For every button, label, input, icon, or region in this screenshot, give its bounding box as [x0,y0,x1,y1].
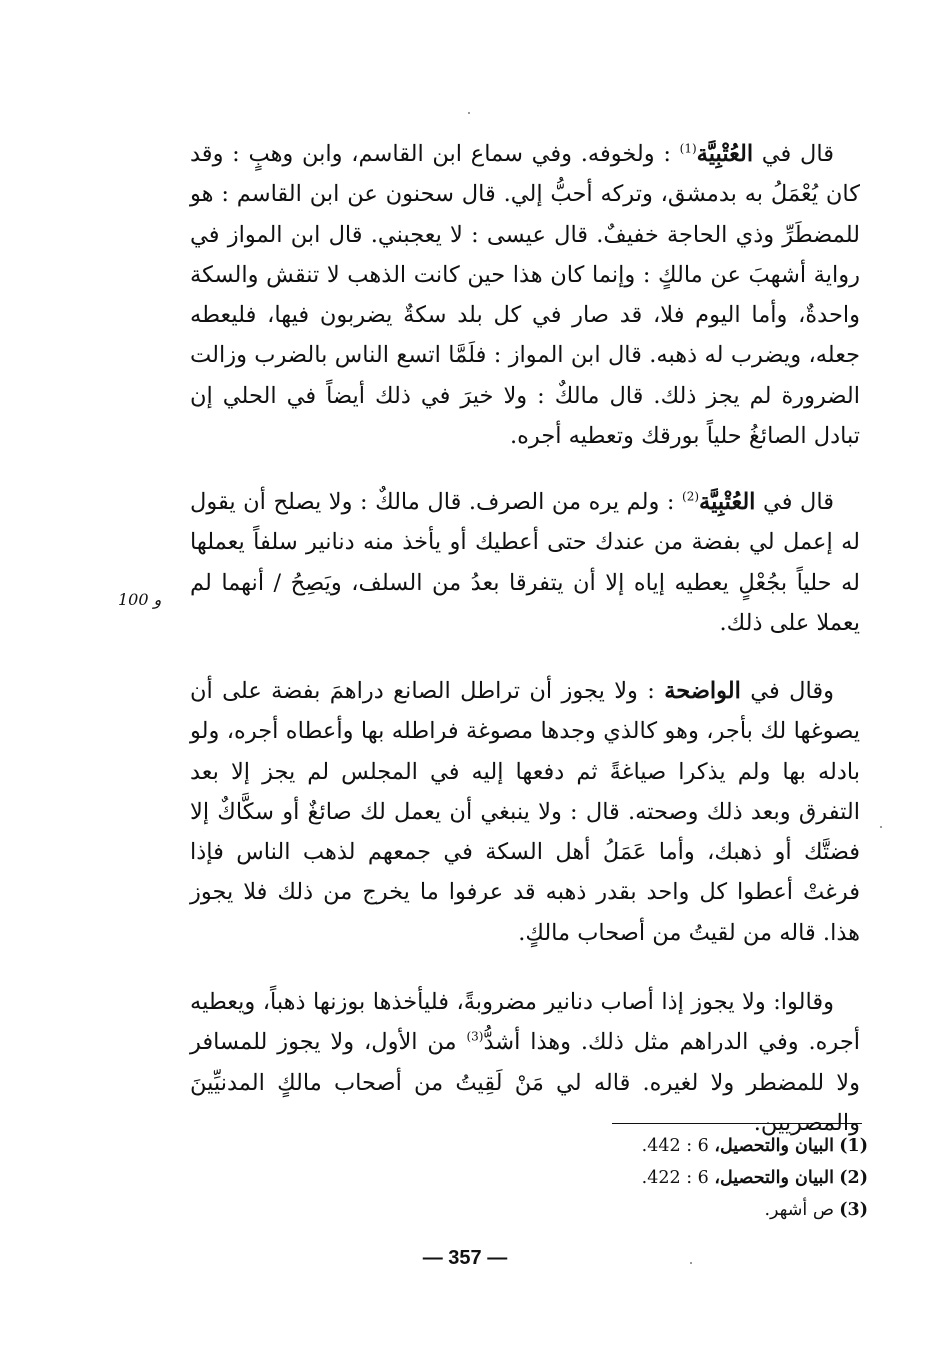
text-run: : ولا يجوز أن تراطل الصانع دراهمَ بفضة على أن يصوغها لك بأجر، وهو كالذي وجدها مصوغة فراطله بها وأعطاه أجره، ولو بادله بها ولم يذكرا صياغةً ثم دفعها إليه في المجلس لم يجز إلا بعد التفرق وبعد ذلك وصحته. قال : ولا ينبغي أن يعمل لك صائغٌ أو سكَّاكٌ إلا فضتَّك أو ذهبك، وأما عَمَلُ أهل السكة في جمعهم لذهب الناس فإذا فرغتْ أعطوا كل واحد بقدر ذهبه قد عرفوا ما يخرج من ذلك فلا يجوز هذا. قاله من لقيتُ من أصحاب مالكٍ. [190,678,860,946]
text-run: : ولم يره من الصرف. قال مالكٌ : ولا يصلح أن يقول له إعمل لي بفضة من عندك حتى أعطيك أو يأخذ منه دنانير سلفاً يعملها له حلياً بجُعْلٍ يعطيه إياه إلا أن يتفرقا بعدُ من السلف، ويَصِحُ / أنهما لم يعملا على ذلك. [190,489,860,636]
footnote-ref: 6 : 442. [641,1136,715,1156]
book-title: الواضحة [664,678,741,704]
paragraph-3 [190,671,860,953]
footnote-number: (1) [839,1136,868,1156]
paragraph-text [190,482,860,643]
paragraph-text [190,134,860,456]
text-run: من الأول، ولا يجوز للمسافر ولا للمضطر ولا لغيره. قاله لي مَنْ لَقِيتُ من أصحاب مالكٍ المدنيِّينَ والمصريين. [190,1029,860,1136]
text-run: وقال في [740,678,834,704]
footnote-marker: (2) [682,489,700,504]
footnote-source: البيان والتحصيل، [714,1136,834,1156]
book-title: العُتْبِيَّة [699,489,756,515]
scan-speck [690,1262,692,1264]
folio-margin-note: 100 و [118,590,162,609]
footnote-body [500,1194,834,1226]
footnote-number: (2) [839,1168,868,1188]
text-run: : ولخوفه. وفي سماع ابن القاسم، وابن وهبٍ : وقد كان يُعْمَلُ به بدمشق، وتركه أحبُّ إلي. قال سحنون عن ابن القاسم : هو للمضطَرِّ وذي الحاجة خفيفٌ. قال عيسى : لا يعجبني. قال ابن المواز في رواية أشهبَ عن مالكٍ : وإنما كان هذا حين كانت الذهب لا تنقش والسكة واحدةٌ، وأما اليوم فلا، قد صار في كل بلد سكةٌ يضربون فيها، فليعطه جعله، ويضرب له ذهبه. قال ابن المواز : فلَمَّا اتسع الناس بالضرب وزالت الضرورة لم يجز ذلك. قال مالكٌ : ولا خيرَ في ذلك أيضاً في الحلي إن تبادل الصائغُ حلياً بورقك وتعطيه أجره. [190,141,860,450]
book-title: العُتْبِيَّة [696,141,754,167]
footnote-source: البيان والتحصيل، [714,1168,834,1188]
footnote-marker: (1) [679,141,697,156]
footnote-3 [500,1194,868,1226]
footnotes [500,1130,868,1226]
footnote-divider [612,1123,862,1124]
paragraph-2 [190,482,860,643]
paragraph-text [190,671,860,953]
text-run: قال في [753,141,835,167]
text-run: وقالوا: ولا يجوز إذا أصاب دنانير مضروبةً، فليأخذها بوزنها ذهباً، ويعطيه أجره. وفي الدراهم مثل ذلك. وهذا أشدُّ [190,989,860,1056]
footnote-ref: 6 : 422. [641,1168,715,1188]
page-number: — 357 — [422,1247,508,1269]
footnote-ref: ص أشهر. [764,1200,834,1220]
footnote-marker: (3) [466,1029,484,1044]
footnote-body [500,1162,834,1194]
scan-speck [880,826,882,828]
footnote-1 [500,1130,868,1162]
footnote-body [500,1130,834,1162]
text-run: قال في [755,489,834,515]
footnote-2 [500,1162,868,1194]
scan-speck [468,112,470,114]
paragraph-4 [190,982,860,1143]
footnote-number: (3) [839,1200,868,1220]
paragraph-1 [190,134,860,456]
paragraph-text [190,982,860,1143]
